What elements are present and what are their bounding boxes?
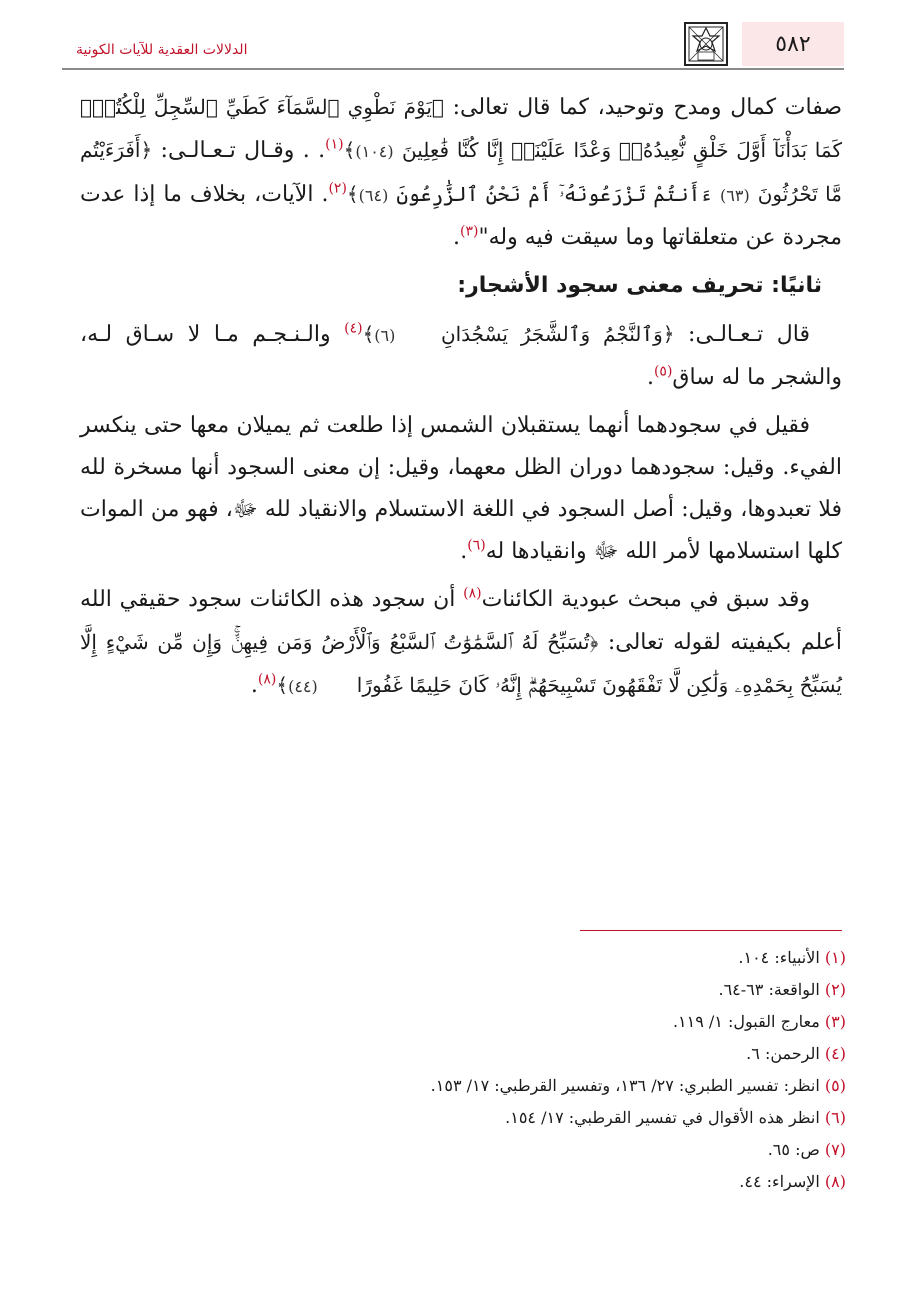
quran-verse: ﴿أَفَرَءَيْتُم مَّا تَحْرُثُونَ [80, 138, 842, 206]
quran-verse: ﴿تُسَبِّحُ لَهُ ٱلسَّمَٰوَٰتُ ٱلسَّبْعُ وَٱلْأَرْضُ وَمَن فِيهِنَّۚ وَإِن مِّن شَيْءٍ إِلَّا يُسَبِّحُ بِحَمْدِهِۦ وَلَٰكِن لَّا تَفْقَهُونَ تَسْبِيحَهُمْۗ إِنَّهُۥ كَانَ حَلِيمًا غَفُورًا [80, 630, 842, 697]
quran-bracket: ﴾ [346, 182, 359, 206]
text: . [453, 225, 461, 250]
quran-verse: ءَأَنتُمْ تَزْرَعُونَهُۥٓ أَمْ نَحْنُ ٱلزَّٰرِعُونَ [396, 182, 713, 206]
text: فقيل في سجودهما أنهما يستقبلان الشمس إذا طلعت ثم يميلان معها حتى ينكسر الفيء. وقيل: سجودهما دوران الظل معهما، وقيل: إن معنى السجود أنها مسخرة لله فلا تعبدوها، وقيل: أصل السجود في اللغة الاستسلام والانقياد لله ﷻ، فهو من الموات كلها استسلامها لأمر الله ﷻ وانقيادها له [80, 413, 842, 564]
footnote-ref: (٣) [460, 223, 479, 240]
footnote-item [80, 1070, 846, 1102]
footnote-ref: (٢) [328, 180, 347, 197]
footnote-ref: (١) [325, 136, 344, 153]
paragraph-3 [80, 405, 842, 573]
footnote-text: الرحمن: ٦. [746, 1044, 820, 1063]
ayah-number: (٦٣) [720, 186, 750, 205]
quran-verse: ﴿وَٱلنَّجْمُ وَٱلشَّجَرُ يَسْجُدَانِ [440, 322, 675, 346]
text: صفات كمال ومدح وتوحيد، كما قال تعالى: [443, 95, 843, 120]
running-title: الدلالات العقدية للآيات الكونية [76, 42, 248, 58]
text: أن سجود هذه الكائنات سجود حقيقي الله أعلم بكيفيته لقوله تعالى: [80, 587, 842, 655]
footnote-number: (٤) [824, 1044, 846, 1063]
paragraph-4 [80, 579, 842, 708]
paragraph-2 [80, 313, 842, 399]
footnote-text: الواقعة: ٦٣-٦٤. [718, 980, 820, 999]
quran-bracket: ﴾ [362, 322, 375, 346]
footnotes [80, 942, 846, 1198]
footnote-text: الإسراء: ٤٤. [739, 1172, 820, 1191]
footnote-item [80, 974, 846, 1006]
ayah-number: (٦٤) [358, 186, 389, 205]
footnote-number: (٢) [824, 980, 846, 999]
main-text [80, 86, 842, 714]
footnote-number: (٣) [824, 1012, 846, 1031]
footnote-text: معارج القبول: ١/ ١١٩. [672, 1012, 820, 1031]
text: والـنـجـم مـا لا سـاق لـه، والشجر ما له ساق [80, 322, 842, 390]
page-number-box [742, 22, 844, 66]
text: وقد سبق في مبحث عبودية الكائنات [481, 587, 810, 612]
text: قال تـعـالـى: [674, 322, 810, 347]
ayah-number: (٦) [374, 326, 396, 345]
page-header [62, 22, 844, 72]
ayah-number: (١٠٤) [355, 142, 394, 161]
text: . [460, 539, 468, 564]
footnote-ref: (٤) [344, 320, 363, 337]
text: . [646, 365, 654, 390]
footnote-item [80, 1134, 846, 1166]
quran-verse: ﴿يَوْمَ نَطْوِي ٱلسَّمَآءَ كَطَيِّ ٱلسِّجِلِّ لِلْكُتُبِۚ كَمَا بَدَأْنَآ أَوَّلَ خَلْقٍ نُّعِيدُهُۥۚ وَعْدًا عَلَيْنَآۚ إِنَّا كُنَّا فَٰعِلِينَ [80, 95, 842, 162]
footnote-ref: (٦) [467, 537, 486, 554]
quran-bracket: ﴾ [276, 673, 289, 697]
footnote-number: (٥) [824, 1076, 846, 1095]
footnote-number: (٦) [824, 1108, 846, 1127]
footnote-number: (٨) [824, 1172, 846, 1191]
footnote-item [80, 1038, 846, 1070]
header-divider [62, 68, 844, 70]
text: . . وقـال تـعـالـى: [152, 138, 326, 163]
footnote-divider [580, 930, 842, 931]
footnote-ref: (٥) [653, 363, 673, 380]
footnote-text: انظر هذه الأقوال في تفسير القرطبي: ١٧/ ١٥٤. [505, 1108, 820, 1127]
footnote-item [80, 1102, 846, 1134]
footnote-item [80, 1006, 846, 1038]
footnote-ref: (٨) [257, 671, 277, 688]
section-heading: ثانيًا: تحريف معنى سجود الأشجار: [457, 273, 822, 298]
footnote-ref: (٨) [463, 585, 482, 602]
paragraph-1 [80, 86, 842, 259]
footnote-item [80, 1166, 846, 1198]
text: . [250, 673, 258, 698]
text: . الآيات، بخلاف ما إذا عدت مجردة عن متعلقاتها وما سيقت فيه وله" [80, 182, 842, 250]
footnote-text: الأنبياء: ١٠٤. [738, 948, 820, 967]
footnote-number: (١) [824, 948, 846, 967]
ayah-number: (٤٤) [288, 677, 318, 696]
page-number: ٥٨٢ [775, 31, 811, 57]
footnote-text: ص: ٦٥. [767, 1140, 820, 1159]
footnote-text: انظر: تفسير الطبري: ٢٧/ ١٣٦، وتفسير القرطبي: ١٧/ ١٥٣. [430, 1076, 820, 1095]
footnote-item [80, 942, 846, 974]
footnote-number: (٧) [824, 1140, 846, 1159]
ornament-emblem-icon [684, 22, 728, 66]
quran-bracket: ﴾ [343, 138, 356, 162]
